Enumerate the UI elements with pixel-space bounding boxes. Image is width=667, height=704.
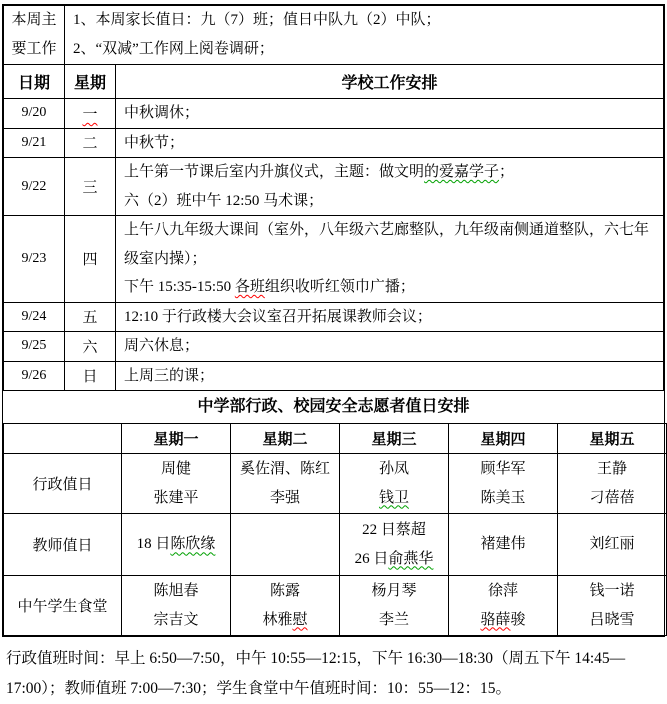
duty-cell [449,576,558,636]
text-line [124,273,659,302]
date-cell: 9/20 [4,99,65,129]
text-line [124,303,659,332]
date-cell: 9/21 [4,128,65,158]
text-segment: 五 [82,310,98,327]
text-segment: 六（2）班中午 12:50 马术课； [124,192,324,209]
text-line [124,362,659,391]
text-line [449,577,557,606]
text-segment: 王静 [596,461,627,477]
proofing-red-text: 一 [82,106,98,123]
duty-cell [558,514,667,576]
text-line [558,530,666,559]
text-line [340,577,448,606]
text-line [558,606,666,635]
task-cell [116,216,664,303]
text-line [340,545,448,574]
duty-cell [340,514,449,576]
summary-content-cell [65,6,664,65]
weekly-worksheet [2,4,665,637]
text-line [122,577,230,606]
schedule-row [4,128,664,158]
task-cell [116,361,664,391]
text-segment: 四 [82,252,98,269]
summary-label-line: 本周主 [11,12,57,28]
duty-header-friday: 星期五 [558,424,667,454]
text-segment: 孙凤 [378,461,409,477]
duty-cell [558,454,667,514]
duty-row-label: 中午学生食堂 [4,576,122,636]
schedule-row [4,332,664,362]
schedule-row [4,302,664,332]
text-segment: 徐萍 [487,583,518,599]
text-line [124,216,659,273]
text-segment: 刁蓓蓓 [589,489,635,506]
text-segment: 宗吉文 [153,611,199,628]
text-line [340,455,448,484]
duty-cell [122,576,231,636]
schedule-row [4,158,664,216]
duty-row-label: 行政值日 [4,454,122,514]
text-line [340,484,448,513]
text-segment: ； [499,164,515,180]
text-segment: 林雅 [262,611,293,628]
text-line [122,606,230,635]
text-line [340,606,448,635]
duty-cell [449,454,558,514]
text-line [231,606,339,635]
schedule-row [4,361,664,391]
column-header-weekday: 星期 [65,65,116,99]
task-cell [116,302,664,332]
weekday-cell [65,99,116,129]
summary-label-line: 要工作 [11,41,57,57]
weekday-cell [65,332,116,362]
date-cell: 9/25 [4,332,65,362]
duty-roster-table [3,423,667,636]
text-line [124,187,659,216]
proofing-red-text: 慰 [292,611,308,628]
duty-cell [231,576,340,636]
text-line [449,606,557,635]
text-segment: 李兰 [378,611,409,628]
text-segment: 三 [82,180,98,196]
text-segment: 下午 15:35-15:50 [124,279,235,295]
duty-header-row [4,424,667,454]
weekday-cell [65,128,116,158]
duty-cell [340,576,449,636]
task-cell [116,158,664,216]
text-line [122,530,230,559]
text-line [449,530,557,559]
text-line [124,129,659,158]
text-line [558,455,666,484]
text-segment: 日 [82,369,98,386]
summary-item: 2、“双减”工作网上阅卷调研； [73,41,274,57]
text-segment: 中秋节； [124,134,185,151]
text-segment: 周健 [160,461,191,477]
text-segment: 组织收听红领巾广播； [264,279,415,295]
text-segment: 刘红丽 [589,536,635,553]
date-cell: 9/24 [4,302,65,332]
task-cell [116,128,664,158]
task-cell [116,99,664,129]
text-segment: 杨月琴 [371,583,417,599]
text-line [124,158,659,187]
text-segment: 26 日 [354,550,389,567]
text-segment: 陈旭春 [153,583,199,599]
school-schedule-table [3,5,664,391]
text-segment: 12:10 于行政楼大会议室召开拓展课教师会议； [124,308,432,325]
duty-cell [231,514,340,576]
text-segment: 六 [82,339,98,356]
text-line [122,455,230,484]
text-line [231,484,339,513]
text-segment: 褚建伟 [480,536,526,553]
text-segment: 上周三的课； [124,367,215,384]
text-line [558,484,666,513]
duty-header-blank [4,424,122,454]
footer-note: 行政值班时间：早上 6:50—7:50，中午 10:55—12:15，下午 16:30—18:30（周五下午 14:45—17:00）；教师值班 7:00—7:30；学生食堂中午值班时间：10：55—12：15。 [6,650,626,697]
text-segment: 李强 [269,489,300,506]
text-segment: 上午第一节课后室内升旗仪式，主题：做文明 [124,164,425,180]
schedule-header-row [4,65,664,99]
text-line [449,455,557,484]
proofing-green-text: 的爱嘉学子 [424,164,500,180]
duty-cell [558,576,667,636]
text-line [340,516,448,545]
text-line [558,577,666,606]
proofing-red-text: 各班 [234,279,265,295]
duty-section-title: 中学部行政、校园安全志愿者值日安排 [197,398,470,415]
text-segment: 顾华军 [480,461,526,477]
text-segment: 上午八九年级大课间（室外，八年级六艺廊整队，九年级南侧通道整队，六七年级室内操）； [124,222,650,267]
duty-cell [231,454,340,514]
duty-header-wednesday: 星期三 [340,424,449,454]
date-cell: 9/23 [4,216,65,303]
text-line [449,484,557,513]
text-line [231,455,339,484]
date-cell: 9/26 [4,361,65,391]
duty-header-tuesday: 星期二 [231,424,340,454]
duty-cell [122,514,231,576]
duty-row [4,576,667,636]
text-segment: 奚佐渭、陈红 [239,461,330,477]
text-segment: 22 日蔡超 [362,522,426,538]
text-segment: 中秋调休； [124,105,200,121]
schedule-row [4,216,664,303]
proofing-green-text: 陈欣缘 [170,536,216,553]
column-header-date: 日期 [4,65,65,99]
text-segment: 张建平 [153,489,199,506]
weekday-cell [65,158,116,216]
duty-row [4,514,667,576]
duty-header-thursday: 星期四 [449,424,558,454]
date-cell: 9/22 [4,158,65,216]
task-cell [116,332,664,362]
text-segment: 周六休息； [124,338,200,354]
text-segment: 骏 [510,611,526,628]
text-segment: 吕晓雪 [589,611,635,628]
text-line [122,484,230,513]
column-header-tasks: 学校工作安排 [116,65,664,99]
text-line [231,577,339,606]
text-segment: 陈露 [269,583,300,599]
duty-row-label: 教师值日 [4,514,122,576]
schedule-row [4,99,664,129]
text-line [124,99,659,128]
summary-item: 1、本周家长值日：九（7）班；值日中队九（2）中队； [73,12,441,28]
text-segment: 钱一诺 [589,583,635,599]
duty-row [4,454,667,514]
proofing-green-text: 俞燕华 [388,550,434,567]
text-segment: 18 日 [136,536,171,553]
summary-row [4,6,664,65]
text-segment: 二 [82,136,98,153]
duty-cell [340,454,449,514]
duty-cell [122,454,231,514]
proofing-red-text: 骆薛 [480,611,511,628]
text-segment: 陈美玉 [480,489,526,506]
weekday-cell [65,302,116,332]
summary-label-cell [4,6,65,65]
proofing-green-text: 钱卫 [378,489,409,506]
text-line [124,332,659,361]
duty-header-monday: 星期一 [122,424,231,454]
weekday-cell [65,216,116,303]
weekday-cell [65,361,116,391]
duty-cell [449,514,558,576]
